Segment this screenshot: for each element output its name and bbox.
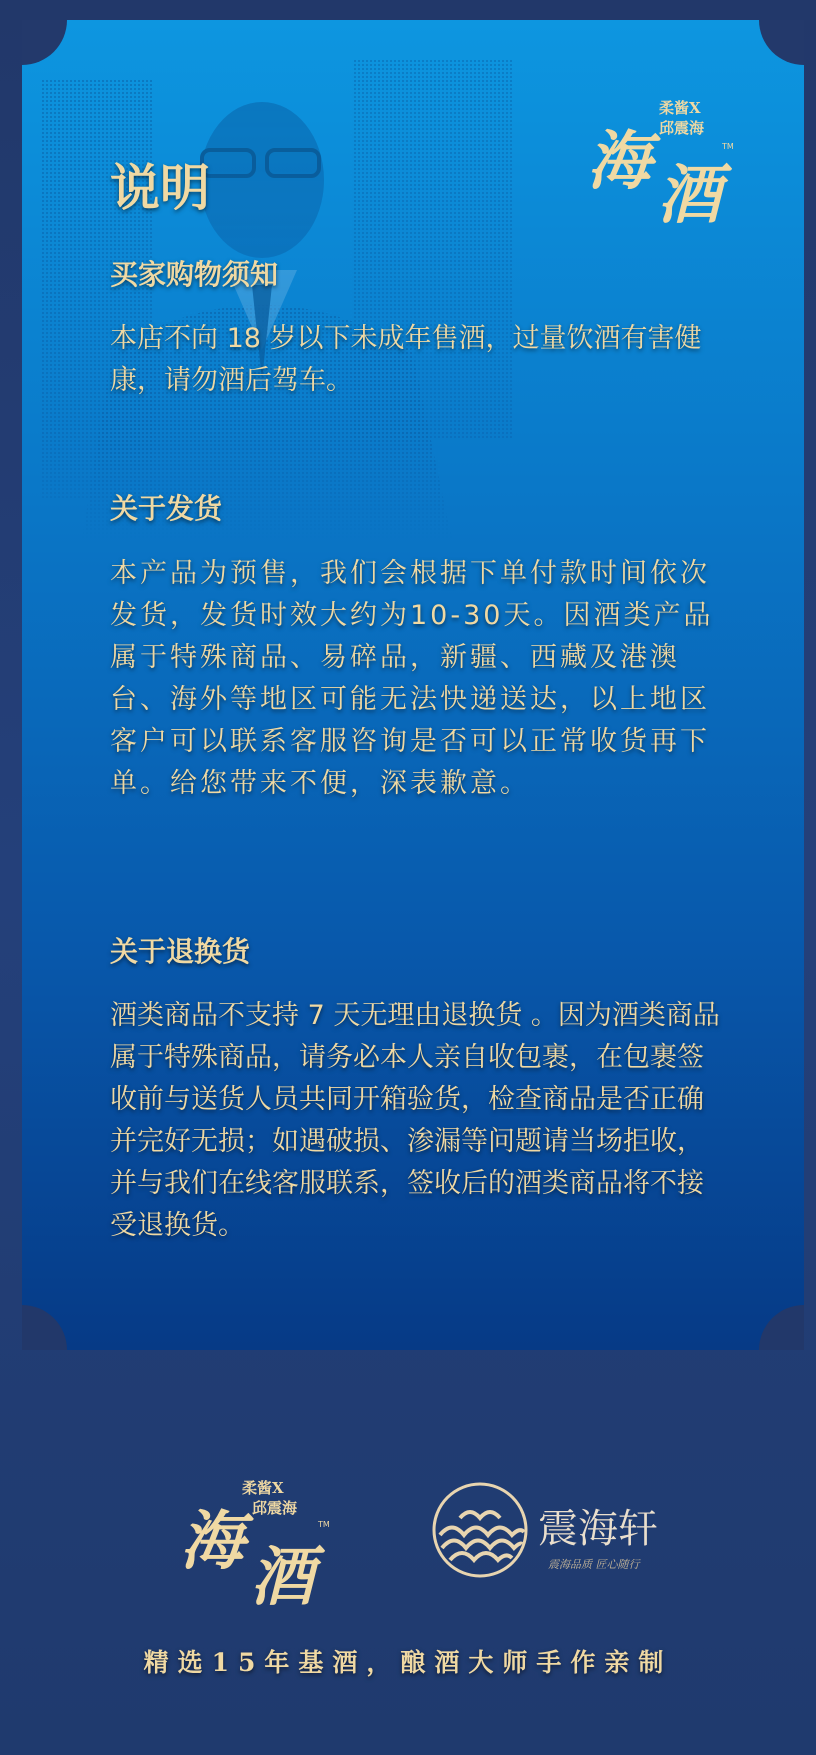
corner-notch — [759, 20, 804, 65]
corner-notch — [22, 1305, 67, 1350]
haijiu-logo — [587, 95, 747, 225]
svg-text:邱震海: 邱震海 — [252, 1499, 298, 1517]
section-body-shipping: 本产品为预售，我们会根据下单付款时间依次发货，发货时效大约为10-30天。因酒类产品属于特殊商品、易碎品，新疆、西藏及港澳台、海外等地区可能无法快递送达，以上地区客户可以联系客服咨询是否可以正常收货再下单。给您带来不便，深表歉意。 — [110, 558, 714, 799]
svg-text:海: 海 — [587, 124, 651, 199]
haijiu-logo-bottom — [180, 1475, 340, 1605]
page-title: 说明 — [110, 158, 210, 217]
wave-emblem-icon — [434, 1484, 526, 1576]
svg-text:海: 海 — [180, 1504, 244, 1579]
section-body-notice: 本店不向 18 岁以下未成年售酒，过量饮酒有害健康，请勿酒后驾车。 — [110, 323, 702, 396]
svg-text:震海轩: 震海轩 — [538, 1506, 658, 1552]
svg-text:TM: TM — [318, 1520, 330, 1529]
svg-text:邱震海: 邱震海 — [659, 119, 705, 137]
svg-text:酒: 酒 — [250, 1540, 314, 1605]
svg-text:TM: TM — [722, 142, 734, 151]
svg-text:震海品质 匠心随行: 震海品质 匠心随行 — [548, 1558, 640, 1571]
svg-text:柔酱X: 柔酱X — [659, 99, 701, 117]
svg-text:酒: 酒 — [657, 158, 721, 225]
section-heading-shipping: 关于发货 — [110, 492, 223, 525]
footer-slogan: 精选15年基酒，酿酒大师手作亲制 — [143, 1648, 673, 1677]
svg-text:柔酱X: 柔酱X — [242, 1479, 284, 1497]
zhenhaixuan-brand — [430, 1480, 690, 1585]
corner-notch — [759, 1305, 804, 1350]
portrait-illustration — [22, 20, 542, 540]
section-heading-returns: 关于退换货 — [110, 935, 251, 968]
section-body-returns: 酒类商品不支持 7 天无理由退换货 。因为酒类商品属于特殊商品，请务必本人亲自收包裹，在包裹签收前与送货人员共同开箱验货，检查商品是否正确并完好无损；如遇破损、渗漏等问题请当场拒收，并与我们在线客服联系，签收后的酒类商品将不接受退换货。 — [110, 1000, 720, 1241]
section-heading-notice: 买家购物须知 — [110, 258, 279, 291]
info-card — [22, 20, 804, 1350]
